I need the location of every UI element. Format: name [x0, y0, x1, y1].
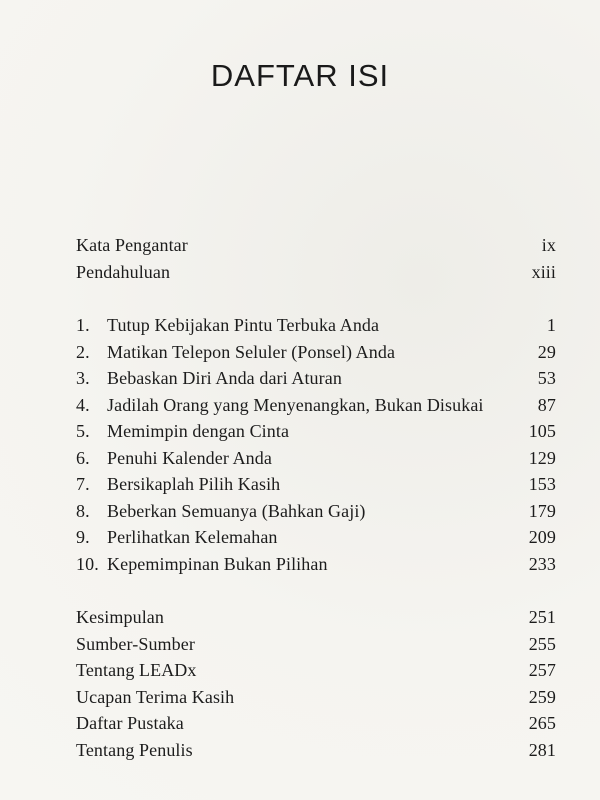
chapter-title: Perlihatkan Kelemahan — [107, 527, 278, 547]
chapter-title: Matikan Telepon Seluler (Ponsel) Anda — [107, 341, 396, 362]
chapter-number: 10. — [76, 553, 99, 574]
chapter-number: 5. — [76, 421, 90, 441]
toc-entry — [76, 657, 556, 684]
toc-entry — [76, 710, 556, 737]
toc-entry-page: 179 — [528, 500, 556, 521]
chapter-number: 2. — [76, 341, 90, 362]
front-matter-section — [76, 232, 556, 285]
chapter-number: 7. — [76, 474, 90, 494]
toc-entry-label: Sumber-Sumber — [76, 633, 195, 654]
chapter-title: Kepemimpinan Bukan Pilihan — [107, 553, 328, 574]
toc-chapter-entry — [76, 524, 556, 551]
toc-entry-page: ix — [541, 235, 556, 255]
toc-entry — [76, 631, 556, 658]
toc-entry-label: Kata Pengantar — [76, 235, 188, 255]
toc-entry-page: 129 — [528, 447, 556, 468]
toc-entry — [76, 737, 556, 764]
toc-entry-page: 87 — [537, 394, 556, 415]
toc-entry-page: 29 — [537, 341, 556, 362]
toc-entry-page: xiii — [531, 261, 556, 282]
toc-entry — [76, 684, 556, 711]
toc-chapter-entry — [76, 498, 556, 525]
page-title: DAFTAR ISI — [210, 58, 390, 93]
toc-entry-label: Daftar Pustaka — [76, 713, 184, 733]
back-matter-section — [76, 604, 556, 763]
chapter-number: 4. — [76, 394, 90, 415]
chapter-number: 3. — [76, 368, 90, 388]
chapter-number: 8. — [76, 500, 90, 521]
chapter-number: 9. — [76, 527, 90, 547]
toc-entry-page: 233 — [528, 553, 556, 574]
chapter-title: Jadilah Orang yang Menyenangkan, Bukan Disukai — [107, 394, 484, 415]
table-of-contents — [76, 232, 556, 763]
toc-entry-page: 53 — [537, 368, 556, 388]
chapter-title: Tutup Kebijakan Pintu Terbuka Anda — [107, 315, 380, 335]
toc-entry-label: Pendahuluan — [76, 261, 171, 282]
toc-chapter-entry — [76, 392, 556, 419]
toc-entry-page: 255 — [528, 633, 556, 654]
toc-entry-page: 1 — [546, 315, 556, 335]
toc-chapter-entry — [76, 365, 556, 392]
toc-entry-label: Ucapan Terima Kasih — [76, 686, 235, 707]
section-spacer — [76, 577, 556, 604]
chapter-title: Penuhi Kalender Anda — [107, 447, 272, 468]
toc-entry-page: 259 — [528, 686, 556, 707]
toc-chapter-entry — [76, 312, 556, 339]
toc-chapter-entry — [76, 418, 556, 445]
chapter-title: Memimpin dengan Cinta — [107, 421, 290, 441]
chapter-number: 6. — [76, 447, 90, 468]
toc-entry-page: 257 — [528, 660, 556, 680]
toc-chapter-entry — [76, 445, 556, 472]
toc-chapter-entry — [76, 471, 556, 498]
toc-chapter-entry — [76, 339, 556, 366]
chapter-number: 1. — [76, 315, 90, 335]
toc-entry-label: Tentang LEADx — [76, 660, 197, 680]
toc-entry-page: 251 — [528, 607, 556, 627]
toc-entry-page: 209 — [528, 527, 556, 547]
toc-entry — [76, 232, 556, 259]
toc-entry — [76, 604, 556, 631]
toc-chapter-entry — [76, 551, 556, 578]
toc-entry-page: 281 — [528, 739, 556, 760]
toc-entry-label: Tentang Penulis — [76, 739, 193, 760]
toc-entry-page: 105 — [528, 421, 556, 441]
chapters-section — [76, 312, 556, 577]
chapter-title: Beberkan Semuanya (Bahkan Gaji) — [107, 500, 366, 521]
toc-entry — [76, 259, 556, 286]
section-spacer — [76, 285, 556, 312]
toc-entry-label: Kesimpulan — [76, 607, 164, 627]
chapter-title: Bersikaplah Pilih Kasih — [107, 474, 281, 494]
toc-entry-page: 153 — [528, 474, 556, 494]
toc-entry-page: 265 — [528, 713, 556, 733]
chapter-title: Bebaskan Diri Anda dari Aturan — [107, 368, 342, 388]
